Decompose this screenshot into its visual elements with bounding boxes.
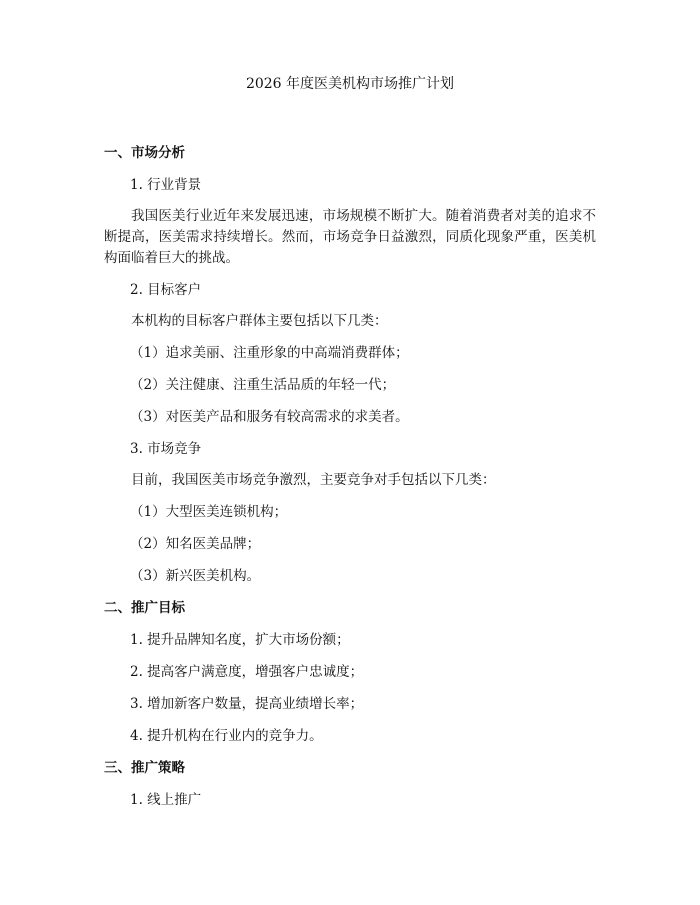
subheading-online-promotion: 1. 线上推广 <box>130 792 202 808</box>
section-heading: 二、推广目标 <box>104 600 185 616</box>
subheading-market-competition: 3. 市场竞争 <box>130 441 202 457</box>
list-item: （3）对医美产品和服务有较高需求的求美者。 <box>130 409 409 425</box>
list-item: 2. 提高客户满意度，增强客户忠诚度； <box>130 664 364 680</box>
section-heading: 三、推广策略 <box>104 760 185 776</box>
section-promotion-goals <box>104 597 596 747</box>
paragraph-market-competition: 目前，我国医美市场竞争激烈，主要竞争对手包括以下几类： <box>131 472 496 488</box>
section-promotion-strategy <box>104 757 596 811</box>
document-title: 2026 年度医美机构市场推广计划 <box>245 76 455 92</box>
subheading-industry-background: 1. 行业背景 <box>130 177 202 193</box>
list-item: 3. 增加新客户数量，提高业绩增长率； <box>130 696 364 712</box>
subheading-target-customers: 2. 目标客户 <box>130 282 202 298</box>
list-item: 4. 提升机构在行业内的竞争力。 <box>130 728 323 744</box>
list-item: （2）知名医美品牌； <box>130 536 261 552</box>
paragraph-target-customers: 本机构的目标客户群体主要包括以下几类： <box>131 313 388 329</box>
list-item: （1）追求美丽、注重形象的中高端消费群体； <box>130 345 409 361</box>
list-item: （2）关注健康、注重生活品质的年轻一代； <box>130 377 396 393</box>
list-item: （1）大型医美连锁机构； <box>130 504 288 520</box>
list-item: （3）新兴医美机构。 <box>130 568 261 584</box>
list-item: 1. 提升品牌知名度，扩大市场份额； <box>130 632 350 648</box>
paragraph-industry-background: 我国医美行业近年来发展迅速，市场规模不断扩大。随着消费者对美的追求不断提高，医美需求持续增长。然而，市场竞争日益激烈，同质化现象严重，医美机构面临着巨大的挑战。 <box>104 208 596 266</box>
section-market-analysis <box>104 142 596 587</box>
section-heading: 一、市场分析 <box>104 145 185 161</box>
